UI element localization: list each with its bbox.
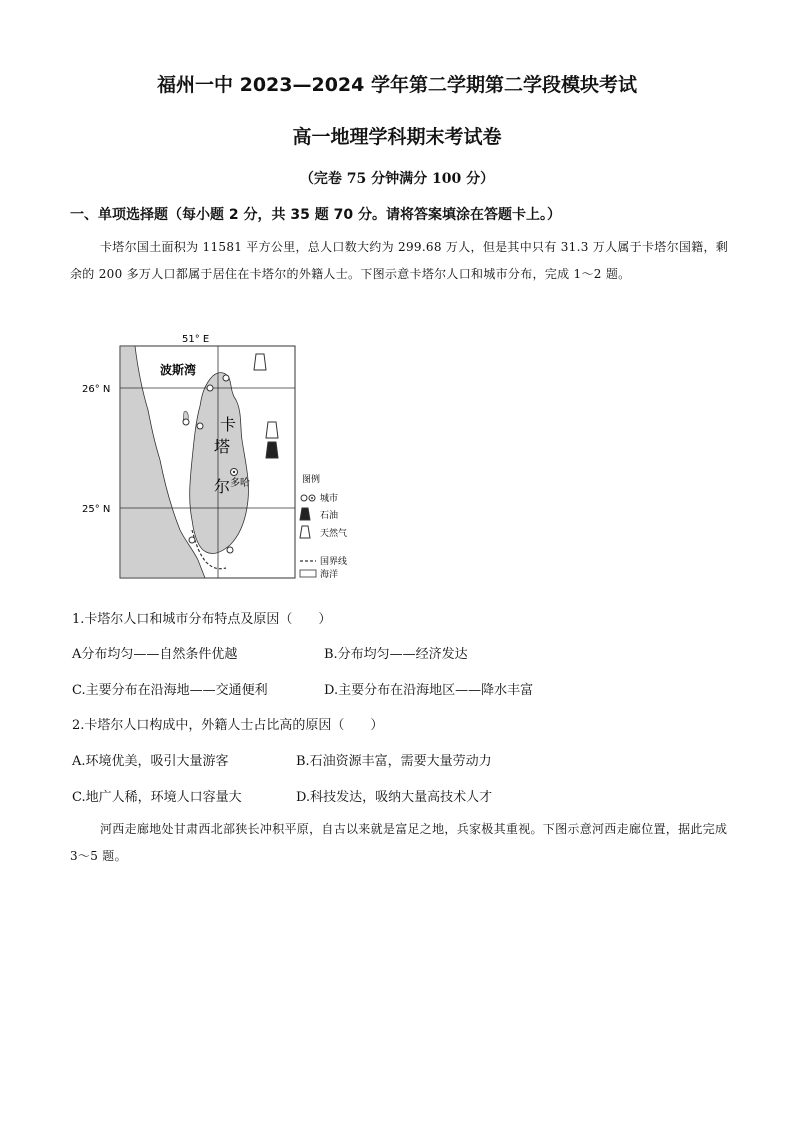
capital-label: 多哈 xyxy=(230,478,250,489)
section-heading: 一、单项选择题（每小题 2 分，共 35 题 70 分。请将答案填涂在答题卡上。） xyxy=(70,207,561,223)
question-2-option-d: D.科技发达，吸纳大量高技术人才 xyxy=(296,790,493,805)
question-1-stem: 1.卡塔尔人口和城市分布特点及原因（ ） xyxy=(72,612,332,627)
country-label-3: 尔 xyxy=(214,477,231,496)
legend-oil-label: 石油 xyxy=(320,511,339,521)
legend-city-icon xyxy=(301,495,307,501)
legend-capital-dot xyxy=(311,497,313,499)
exam-title: 福州一中 2023—2024 学年第二学期第二学段模块考试 xyxy=(157,74,637,96)
legend-oil-icon xyxy=(300,508,310,520)
city-marker xyxy=(223,375,229,381)
question-2-option-b: B.石油资源丰富，需要大量劳动力 xyxy=(296,754,492,769)
legend-title: 图例 xyxy=(302,475,321,485)
country-label-2: 塔 xyxy=(214,437,231,456)
question-1-option-b: B.分布均匀——经济发达 xyxy=(324,647,468,662)
passage-1: 卡塔尔国土面积为 11581 平方公里，总人口数大约为 299.68 万人，但是其中只有 31.3 万人属于卡塔尔国籍，剩余的 200 多万人口都属于居住在卡塔尔的外籍人士。下图示意卡塔尔人口和城市分布，完成 1～2 题。 xyxy=(70,240,729,281)
city-marker xyxy=(183,419,189,425)
legend-border-label: 国界线 xyxy=(320,557,348,567)
oil-icon xyxy=(266,442,278,458)
question-1-option-d: D.主要分布在沿海地区——降水丰富 xyxy=(324,683,534,698)
capital-marker-dot xyxy=(233,471,235,473)
legend-ocean-label: 海洋 xyxy=(320,570,339,580)
gas-icon xyxy=(266,422,278,438)
question-1-option-c: C.主要分布在沿海地——交通便利 xyxy=(72,683,268,698)
gas-icon xyxy=(254,354,266,370)
lon-label: 51° E xyxy=(182,334,210,345)
legend-ocean-icon xyxy=(300,570,316,577)
gulf-label: 波斯湾 xyxy=(160,363,197,377)
qatar-map xyxy=(80,330,380,580)
question-2-option-c: C.地广人稀，环境人口容量大 xyxy=(72,790,242,805)
question-2-option-a: A.环境优美，吸引大量游客 xyxy=(72,754,229,769)
city-marker xyxy=(189,537,195,543)
lat-26-label: 26° N xyxy=(82,384,111,395)
exam-subtitle: 高一地理学科期末考试卷 xyxy=(292,126,502,148)
legend-gas-label: 天然气 xyxy=(320,529,348,539)
country-label-1: 卡 xyxy=(220,415,237,434)
lat-25-label: 25° N xyxy=(82,504,111,515)
passage-2: 河西走廊地处甘肃西北部狭长冲积平原，自古以来就是富足之地，兵家极其重视。下图示意河西走廊位置，据此完成 3～5 题。 xyxy=(70,822,728,863)
city-marker xyxy=(227,547,233,553)
legend-city-label: 城市 xyxy=(320,494,339,504)
city-marker xyxy=(207,385,213,391)
city-marker xyxy=(197,423,203,429)
question-1-option-a: A分布均匀——自然条件优越 xyxy=(72,647,238,662)
exam-info: （完卷 75 分钟满分 100 分） xyxy=(299,171,495,187)
question-2-stem: 2.卡塔尔人口构成中，外籍人士占比高的原因（ ） xyxy=(72,718,384,733)
legend-gas-icon xyxy=(300,526,310,538)
